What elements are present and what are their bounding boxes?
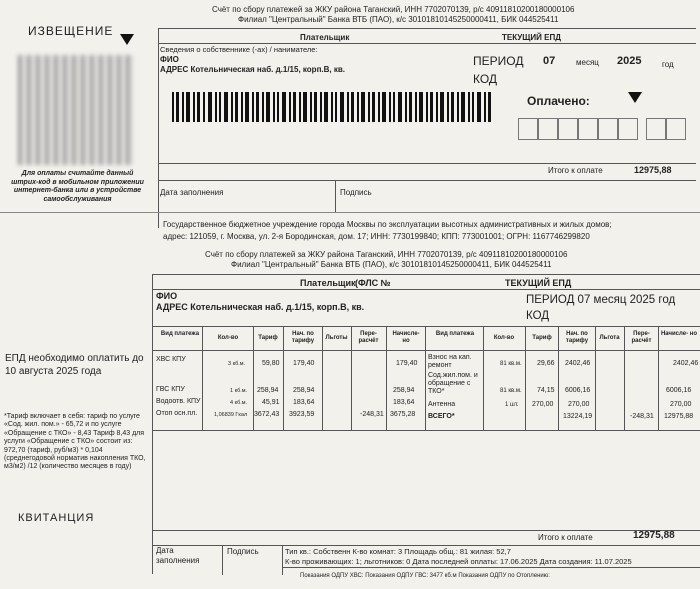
col-header: Кол-во bbox=[493, 335, 515, 341]
arrow-down-icon bbox=[120, 34, 134, 45]
arrow-down-icon bbox=[628, 92, 642, 103]
notice-owner-info: Сведения о собственнике (-ах) / нанимателе: bbox=[160, 45, 318, 54]
col-header: Начисле- но bbox=[660, 331, 698, 337]
receipt-current-epd: ТЕКУЩИЙ ЕПД bbox=[505, 278, 572, 288]
notice-address: АДРЕС Котельническая наб. д.1/15, корп.В, кв. bbox=[160, 65, 345, 74]
notice-fio: ФИО bbox=[160, 55, 179, 64]
residents-info: К-во проживающих: 1; льготников: 0 Дата последней оплаты: 17.06.2025 Дата создания: 11.07.2025 bbox=[285, 557, 632, 566]
notice-signature: Подпись bbox=[340, 188, 372, 197]
notice-current-epd: ТЕКУЩИЙ ЕПД bbox=[502, 33, 561, 42]
apartment-info: Тип кв.: Собственн К-во комнат: 3 Площадь общ.: 81 жилая: 52,7 bbox=[285, 547, 511, 556]
notice-label: ИЗВЕЩЕНИЕ bbox=[28, 24, 114, 38]
notice-total-value: 12975,88 bbox=[634, 165, 672, 175]
receipt-label: КВИТАНЦИЯ bbox=[18, 512, 95, 524]
notice-fill-date: Дата заполнения bbox=[160, 188, 224, 197]
col-header: Кол-во bbox=[217, 335, 239, 341]
col-header: Тариф bbox=[532, 335, 552, 341]
col-header: Пере- расчёт bbox=[631, 331, 652, 344]
notice-period-year: 2025 bbox=[617, 55, 642, 67]
receipt-header-line2: Филиал "Центральный" Банка ВТБ (ПАО), к/с 30101810145250000411, БИК 044525411 bbox=[231, 260, 552, 269]
receipt-code-label: КОД bbox=[526, 310, 550, 322]
notice-header-line1: Счёт по сбору платежей за ЖКУ района Таганский, ИНН 7702070139, р/с 40911810200180000106 bbox=[212, 5, 575, 14]
receipt-payer-label: Плательщик bbox=[300, 278, 356, 288]
col-header: Вид платежа bbox=[435, 331, 475, 337]
col-header: Нач. по тарифу bbox=[565, 331, 589, 344]
col-header: Пере- расчёт bbox=[358, 331, 379, 344]
notice-month-word: месяц bbox=[576, 58, 599, 67]
notice-year-word: год bbox=[662, 60, 674, 69]
receipt-signature: Подпись bbox=[227, 547, 259, 556]
notice-period-label: ПЕРИОД bbox=[473, 54, 524, 68]
col-header: Начисле- но bbox=[392, 331, 420, 344]
notice-total-label: Итого к оплате bbox=[548, 166, 603, 175]
col-header: Нач. по тарифу bbox=[291, 331, 315, 344]
notice-code-label: КОД bbox=[473, 72, 498, 86]
qr-caption: Для оплаты считайте данный штрих-код в мобильном приложении интернет-банка или в устройстве самообслуживания bbox=[11, 170, 144, 203]
receipt-total-label: Итого к оплате bbox=[538, 533, 593, 542]
meter-readings: Показания ОДПУ ХВС: Показания ОДПУ ГВС: 3477 кб.м Показания ОДПУ по Отоплению: bbox=[300, 573, 550, 579]
receipt-address: АДРЕС Котельническая наб. д.1/15, корп.В, кв. bbox=[156, 302, 365, 312]
col-header: Льготы bbox=[325, 335, 348, 341]
receipt-period: ПЕРИОД 07 месяц 2025 год bbox=[526, 294, 676, 306]
qr-code[interactable] bbox=[18, 55, 132, 165]
payment-deadline: ЕПД необходимо оплатить до 10 августа 2025 года bbox=[5, 353, 144, 377]
notice-period-month: 07 bbox=[543, 55, 556, 67]
epd-receipt: ИЗВЕЩЕНИЕ Для оплаты считайте данный штрих-код в мобильном приложении интернет-банка или в устройстве самообслуживания Счёт по сбору платежей за ЖКУ района Таганский, ИНН 7702070139, р/с 40911810200180000106 Филиал "Центральный" Банка ВТБ (ПАО), к/с 30101810145250000411, БИК 044525411 Плательщик ТЕКУЩИЙ ЕПД Сведения о собственнике (-ах) / нанимателе: ФИО АДРЕС Котельническая наб. д.1/15, корп.В, кв. ПЕРИОД 07 месяц 2025 год КОД Оплачено: Итого к оплате 12975,88 Дата заполнения Подпись Государственное бюджетное учреждение города Москвы по эксплуатации высотных административных и жилых домов; адрес: 121059, г. Москва, ул. 2-я Бородинская, дом. 17; ИНН: 7730199840; КПП: 773001001; ОГРН: 1167746299820 Счёт по сбору платежей за ЖКУ района Таганский, ИНН 7702070139, р/с 40911810200180000106 Филиал "Центральный" Банка ВТБ (ПАО), к/с 30101810145250000411, БИК 044525411 Плательщик (ФЛС № ТЕКУЩИЙ ЕПД ФИО АДРЕС Котельническая наб. д.1/15, корп.В, кв. ПЕРИОД 07 месяц 2025 год КОД ЕПД необходимо оплатить до 10 августа 2025 года *Тариф включает в себя: тариф по услуге «Сод. жил. пом.» - 65,72 и по услуге «Обращение с ТКО» - 8,43 Тариф 8,43 для услуги «Обращение с ТКО» состоит из: 972,70 (тариф, руб/м3) * 0,104 (среднегодовой норматив накопления ТКО, м3/м2) /12 (количество месяцев в году) КВИТАНЦИЯ Вид платежа Кол-во Тариф Нач. по тарифу Льготы Пере- расчёт Начисле- но Вид платежа Кол-во Тариф Нач. по тарифу Льгота Пере- расчёт Начисле- но ХВС КПУ 3 кб.м. 59,80 179,40 179,40 ГВС КПУ 1 кб.м. 258,94 258,94 258,94 Водоотв. КПУ 4 кб.м. 45,91 183,64 183,64 Отоп осн.пл. 1,06839 Гкал 3672,43 3923,59 -248,31 3675,28 Взнос на кап. ремонт 81 кв.м. 29,66 2402,46 2402,46 Сод.жил.пом. и обращение с ТКО* 81 кв.м. 74,15 6006,16 6006,16 Антенна 1 шт. 270,00 270,00 270,00 ВСЕГО* 13224,19 -248,31 12975,88 Итого к оплате 12975,88 Дата заполнения Подпись Тип кв.: Собственн К-во комнат: 3 Площадь общ.: 81 жилая: 52,7 К-во проживающих: 1; льготников: 0 Дата последней оплаты: 17.06.2025 Дата создания: 11.07.2025 Показания ОДПУ ХВС: Показания ОДПУ ГВС: 3477 кб.м Показания ОДПУ по Отоплению: bbox=[0, 0, 700, 589]
col-header: Вид платежа bbox=[160, 331, 200, 337]
tariff-footnote: *Тариф включает в себя: тариф по услуге «Сод. жил. пом.» - 65,72 и по услуге «Обращение с ТКО» - 8,43 Тариф 8,43 для услуги «Обращение с ТКО» состоит из: 972,70 (тариф, руб/м3) * 0,104 (среднегодовой норматив накопления ТКО, м3/м2) /12 (количество месяцев в году) bbox=[4, 413, 146, 471]
receipt-total-value: 12975,88 bbox=[633, 530, 675, 541]
col-header: Тариф bbox=[258, 335, 278, 341]
notice-paid-label: Оплачено: bbox=[527, 94, 590, 108]
notice-header-line2: Филиал "Центральный" Банка ВТБ (ПАО), к/с 30101810145250000411, БИК 044525411 bbox=[238, 15, 559, 24]
notice-payer-label: Плательщик bbox=[300, 33, 350, 42]
receipt-header-line1: Счёт по сбору платежей за ЖКУ района Таганский, ИНН 7702070139, р/с 40911810200180000106 bbox=[205, 250, 568, 259]
receipt-fls-label: (ФЛС № bbox=[355, 278, 391, 288]
col-header: Льгота bbox=[599, 335, 620, 341]
institution-line1: Государственное бюджетное учреждение города Москвы по эксплуатации высотных административных и жилых домов; bbox=[163, 220, 612, 229]
institution-line2: адрес: 121059, г. Москва, ул. 2-я Бородинская, дом. 17; ИНН: 7730199840; КПП: 773001001; ОГРН: 1167746299820 bbox=[163, 232, 590, 241]
receipt-fill-date: Дата заполнения bbox=[156, 546, 200, 565]
receipt-fio: ФИО bbox=[156, 291, 178, 301]
